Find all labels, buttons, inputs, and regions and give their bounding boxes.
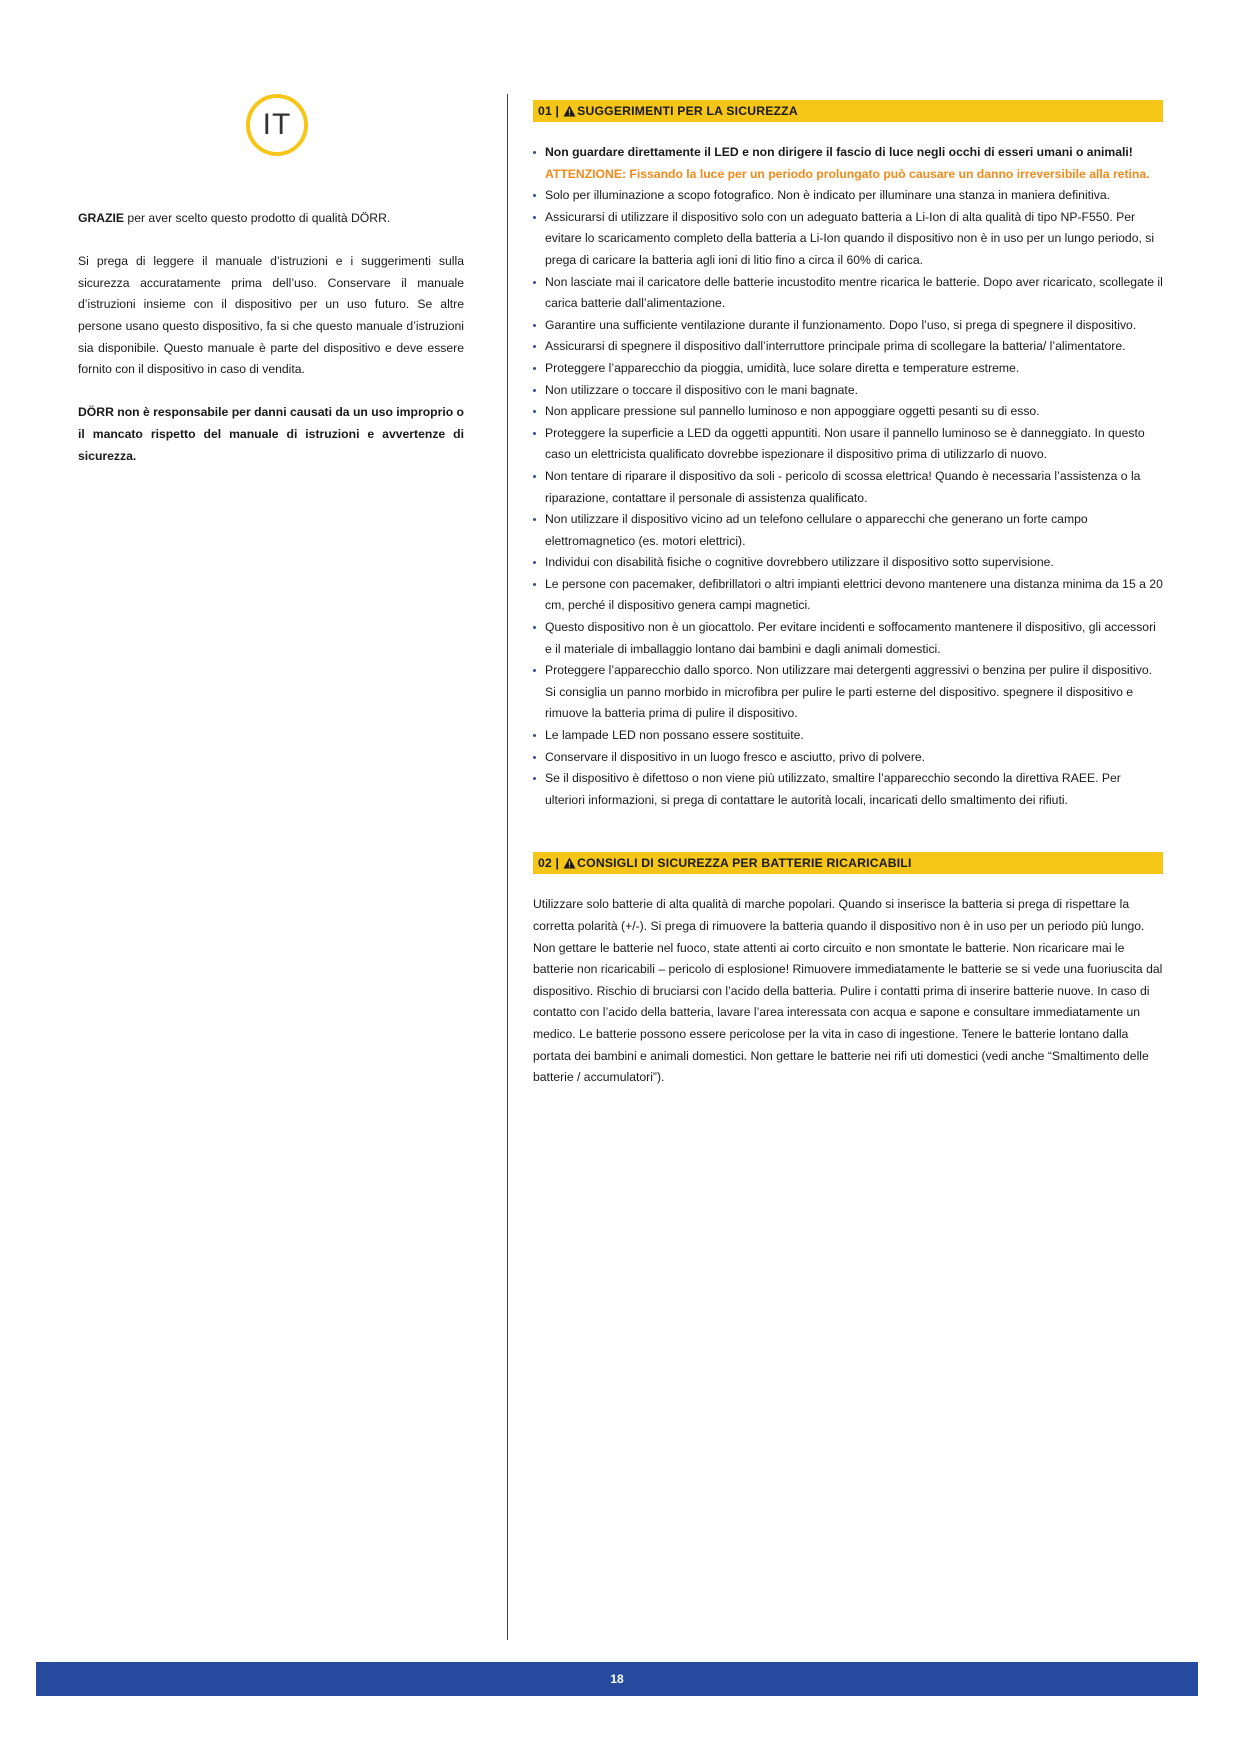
list-item	[533, 207, 1163, 272]
list-item-text: Non utilizzare o toccare il dispositivo con le mani bagnate.	[545, 382, 858, 397]
bullet-icon	[533, 583, 536, 586]
section1-title: SUGGERIMENTI PER LA SICUREZZA	[577, 104, 798, 118]
list-item-text: Assicurarsi di utilizzare il dispositivo solo con un adeguato batteria a Li-Ion di alta qualità di tipo NP-F550. Per evitare lo scaricamento completo della batteria a Li-Ion quando il dispositivo non è in uso per un lungo periodo, si prega di caricare la batteria agli ioni di litio fino a circa il 60% di carica.	[545, 209, 1155, 267]
bullet-icon	[533, 626, 536, 629]
thanks-paragraph	[78, 208, 464, 230]
list-item-text: Proteggere la superficie a LED da oggetti appuntiti. Non usare il pannello luminoso se è danneggiato. In questo caso un elettricista qualificato dovrebbe ispezionare il dispositivo prima di utilizzarlo di nuovo.	[545, 425, 1145, 462]
intro-column	[78, 208, 464, 489]
led-warning-text: Non guardare direttamente il LED e non dirigere il fascio di luce negli occhi di esseri umani o animali!	[545, 145, 1133, 159]
list-item-text: Questo dispositivo non è un giocattolo. Per evitare incidenti e soffocamento mantenere il dispositivo, gli accessori e il materiale di imballaggio lontano dai bambini e dagli animali domestici.	[545, 620, 1156, 656]
list-item-text: Le persone con pacemaker, defibrillatori o altri impianti elettrici devono mantenere una distanza minima da 15 a 20 cm, perché il dispositivo genera campi magnetici.	[545, 576, 1163, 613]
list-item-text: Proteggere l’apparecchio dallo sporco. Non utilizzare mai detergenti aggressivi o benzina per pulire il dispositivo. Si consiglia un panno morbido in microfibra per pulire le parti esterne del dispositivo. spegnere il dispositivo e rimuove la batteria prima di pulire il dispositivo.	[545, 663, 1152, 721]
bullet-icon	[533, 389, 536, 392]
section1-header	[533, 100, 1163, 122]
bullet-icon	[533, 324, 536, 327]
list-item	[533, 660, 1163, 725]
list-item-text: Individui con disabilità fisiche o cognitive dovrebbero utilizzare il dispositivo sotto supervisione.	[545, 555, 1054, 570]
safety-column	[533, 100, 1163, 1089]
list-item	[533, 747, 1163, 769]
list-item	[533, 315, 1163, 337]
list-item	[533, 185, 1163, 207]
section1-list	[533, 142, 1163, 811]
list-item	[533, 509, 1163, 552]
list-item	[533, 401, 1163, 423]
bullet-icon	[533, 561, 536, 564]
disclaimer-paragraph	[78, 402, 464, 467]
list-item	[533, 466, 1163, 509]
bullet-icon	[533, 367, 536, 370]
bullet-icon	[533, 777, 536, 780]
bullet-icon	[533, 518, 536, 521]
list-item	[533, 574, 1163, 617]
disclaimer-text: DÖRR non è responsabile per danni causati da un uso improprio o il mancato rispetto del manuale di istruzioni e avvertenze di sicurezza.	[78, 405, 464, 463]
list-item-text: Conservare il dispositivo in un luogo fresco e asciutto, privo di polvere.	[545, 749, 926, 764]
bullet-icon	[533, 151, 536, 154]
list-item-text: Non tentare di riparare il dispositivo da soli - pericolo di scossa elettrica! Quando è necessaria l’assistenza o la riparazione, contattare il personale di assistenza qualificato.	[545, 468, 1141, 505]
language-badge: IT	[246, 94, 308, 156]
retina-warning-text: ATTENZIONE: Fissando la luce per un periodo prolungato può causare un danno irreversibile alla retina.	[545, 166, 1150, 181]
list-item-text: Solo per illuminazione a scopo fotografico. Non è indicato per illuminare una stanza in maniera definitiva.	[545, 188, 1111, 203]
list-item	[533, 142, 1163, 185]
bullet-icon	[533, 281, 536, 284]
section2-header	[533, 852, 1163, 874]
list-item	[533, 358, 1163, 380]
list-item	[533, 552, 1163, 574]
bullet-icon	[533, 410, 536, 413]
warning-triangle-icon	[563, 857, 576, 869]
list-item	[533, 423, 1163, 466]
column-divider	[507, 94, 508, 1640]
bullet-icon	[533, 734, 536, 737]
bullet-icon	[533, 756, 536, 759]
section2-title: CONSIGLI DI SICUREZZA PER BATTERIE RICARICABILI	[577, 856, 912, 871]
thanks-rest: per aver scelto questo prodotto di qualità DÖRR.	[124, 211, 391, 225]
list-item	[533, 725, 1163, 747]
list-item	[533, 617, 1163, 660]
footer-bar	[36, 1662, 1198, 1696]
list-item-text: Non utilizzare il dispositivo vicino ad un telefono cellulare o apparecchi che generano un forte campo elettromagnetico (es. motori elettrici).	[545, 512, 1088, 548]
list-item-text: Le lampade LED non possano essere sostituite.	[545, 728, 804, 743]
intro-paragraph: Si prega di leggere il manuale d’istruzioni e i suggerimenti sulla sicurezza accuratamente prima dell’uso. Conservare il manuale d’istruzioni insieme con il dispositivo per un uso futuro. Se altre persone usano questo dispositivo, fa si che questo manuale d’istruzioni sia disponibile. Questo manuale è parte del dispositivo e deve essere fornito con il dispositivo in caso di vendita.	[78, 254, 464, 377]
bullet-icon	[533, 432, 536, 435]
list-item-text: Assicurarsi di spegnere il dispositivo dall’interruttore principale prima di scollegare la batteria/ l’alimentatore.	[545, 339, 1126, 354]
bullet-icon	[533, 669, 536, 672]
bullet-icon	[533, 475, 536, 478]
list-item	[533, 272, 1163, 315]
bullet-icon	[533, 345, 536, 348]
list-item-text: Garantire una sufficiente ventilazione durante il funzionamento. Dopo l’uso, si prega di spegnere il dispositivo.	[545, 317, 1137, 332]
list-item-text: Se il dispositivo è difettoso o non viene più utilizzato, smaltire l’apparecchio secondo la direttiva RAEE. Per ulteriori informazioni, si prega di contattare le autorità locali, incaricati dello smaltimento dei rifiuti.	[545, 771, 1121, 807]
list-item	[533, 380, 1163, 402]
section2-number: 02 |	[538, 856, 560, 871]
list-item	[533, 336, 1163, 358]
battery-paragraph: Utilizzare solo batterie di alta qualità di marche popolari. Quando si inserisce la batteria si prega di rispettare la corretta polarità (+/-). Si prega di rimuovere la batteria quando il dispositivo non è in uso per un periodo più lungo. Non gettare le batterie nel fuoco, state attenti ai corto circuito e non smontate le batterie. Non ricaricare mai le batterie non ricaricabili – pericolo di esplosione! Rimuovere immediatamente le batterie se si vede una fuoriuscita dal dispositivo. Rischio di bruciarsi con l’acido della batteria. Pulire i contatti prima di inserire batterie nuove. In caso di contatto con l’acido della batteria, lavare l’area interessata con acqua e sapone e consultare immediatamente un medico. Le batterie possono essere pericolose per la vita in caso di ingestione. Tenere le batterie lontano dalla portata dei bambini e animali domestici. Non gettare le batterie nei rifi uti domestici (vedi anche “Smaltimento delle batterie / accumulatori”).	[533, 897, 1163, 1085]
list-item-text: Non applicare pressione sul pannello luminoso e non appoggiare oggetti pesanti su di esso.	[545, 404, 1040, 419]
bullet-icon	[533, 194, 536, 197]
list-item-text: Non lasciate mai il caricatore delle batterie incustodito mentre ricarica le batterie. Dopo aver ricaricato, scollegate il carica batterie dall’alimentazione.	[545, 274, 1163, 311]
list-item-text: Proteggere l’apparecchio da pioggia, umidità, luce solare diretta e temperature estreme.	[545, 360, 1020, 375]
list-item	[533, 768, 1163, 811]
page-number: 18	[610, 1672, 624, 1686]
section1-number: 01 |	[538, 104, 560, 118]
thanks-bold: GRAZIE	[78, 211, 125, 225]
bullet-icon	[533, 216, 536, 219]
warning-triangle-icon	[563, 105, 576, 117]
